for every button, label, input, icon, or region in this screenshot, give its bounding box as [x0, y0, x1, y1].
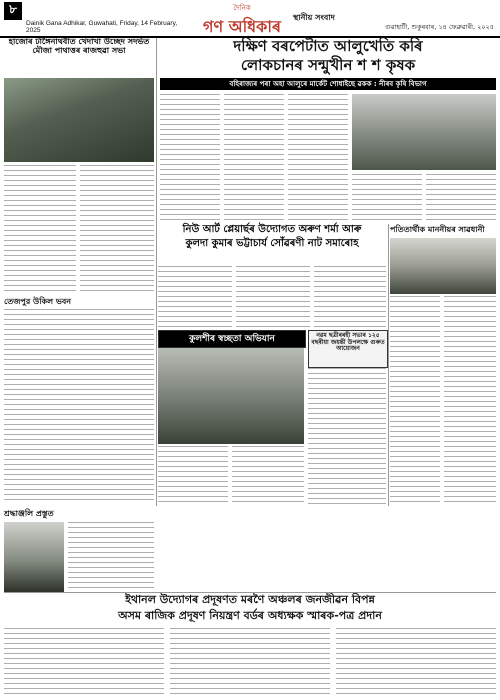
brand: [182, 2, 302, 41]
right-mid-photo: [390, 238, 496, 294]
side-left-headline: তেজপুর উকিল ভবন: [4, 297, 72, 306]
meeting-photo: [4, 78, 154, 162]
birth-anniv-headline-box: [308, 330, 388, 368]
bottom-left-photo: [4, 522, 64, 592]
edition-line: Dainik Gana Adhikar, Guwahati, Friday, 14 February, 2025: [26, 20, 178, 34]
play-headline-line2: কুলদা কুমাৰ ভট্টাচাৰ্য সোঁৱৰণী নাট সমাৰোহ: [185, 238, 359, 249]
lead-headline-line2: লোকচানৰ সন্মুখীন শ শ কৃষক: [240, 56, 416, 74]
top-left-headline-box: [4, 38, 154, 78]
bottom-left-headline: শ্ৰদ্ধাঞ্জলি প্ৰস্তুত: [4, 509, 54, 518]
bottom-body-col2: [170, 628, 330, 698]
right-mid-headline: পতিতাৰ্থীক মাননীয়ৰ সাৱধানী: [390, 225, 485, 234]
lead-strap: বহিৰাজ্যৰ পৰা অহা আলুৰে মাৰ্কেট শোধাইছে ৱকক : নীৰব কৃষি বিভাগ: [160, 78, 496, 90]
farmland-photo: [352, 94, 496, 170]
cleanliness-body-col1: [158, 446, 228, 506]
bottom-headline-line1: ইথানল উদ্যোগৰ প্ৰদূষণত মৰণৈ অঞ্চলৰ জনজীৱন বিপন্ন: [125, 593, 375, 606]
daily-label: দৈনিক: [233, 4, 251, 12]
top-left-body-col1: [4, 165, 76, 293]
cleanliness-body-col2: [232, 446, 304, 506]
top-left-body-col2: [80, 165, 154, 293]
column-rule: [156, 38, 157, 506]
play-body-col3: [314, 266, 386, 328]
play-body-col2: [236, 266, 310, 328]
paper-name: গণ অধিকাৰ: [203, 17, 281, 36]
lead-body-col3: [288, 94, 348, 220]
lead-headline-line1: দক্ষিণ বৰপেটাত আলুখেতি কৰি: [233, 37, 423, 55]
lead-body-col1: [160, 94, 220, 220]
cleanliness-label-box: [158, 330, 306, 348]
bottom-body-col3: [336, 628, 496, 698]
lead-body-col4: [352, 174, 422, 220]
bottom-headline-line2: অসম ৰাজিক প্ৰদূষণ নিয়ন্ত্ৰণ বৰ্ডৰ অধ্যক্ষক স্মাৰক-পত্ৰ প্ৰদান: [118, 609, 382, 622]
section-title: স্থানীয় সংবাদ: [293, 13, 335, 22]
bottom-left-headline-box: [4, 508, 154, 521]
birth-anniv-headline: নৱম ছত্ৰীৰৰহী সভাৰ ১২৫ বছৰীয়া জয়ন্তী উপলক্ষে গুৰুত আয়োজন: [311, 332, 385, 353]
bottom-body-col1: [4, 628, 164, 698]
birth-anniv-body: [308, 368, 386, 506]
right-mid-headline-box: [390, 224, 496, 237]
right-mid-body-col1: [390, 296, 440, 506]
section-rule: [4, 592, 496, 593]
side-left-headline-box: [4, 296, 154, 309]
masthead: [0, 0, 500, 38]
page-number: ৮: [4, 2, 22, 20]
column-rule: [388, 224, 389, 506]
cleanliness-photo: [158, 348, 304, 444]
side-left-body: [4, 309, 154, 504]
lead-body-col2: [224, 94, 284, 220]
top-left-headline: হাজোৰ টাঙ্গৈনাথবীত খেদাখা উচ্ছেদ সদৰ্ভত মৌজা পাথাত্তৰ ৰাজহুৱা সভা: [8, 37, 150, 55]
play-body-col1: [158, 266, 232, 328]
play-headline-line1: নিউ আৰ্ট প্লেয়াৰ্ছৰ উদ্যোগত অৰুণ শৰ্মা আৰু: [182, 224, 362, 235]
lead-body-col5: [426, 174, 496, 220]
bottom-left-body: [68, 522, 154, 592]
right-mid-body-col2: [444, 296, 496, 506]
cleanliness-label: কুলশীৰ স্বচ্ছতা অভিযান: [159, 331, 305, 347]
play-headline-box: [158, 224, 386, 264]
date-assamese: গুৱাহাটী, শুকুৰবাৰ, ১৪ ফেব্ৰুৱাৰী, ২০২৫: [385, 23, 494, 31]
